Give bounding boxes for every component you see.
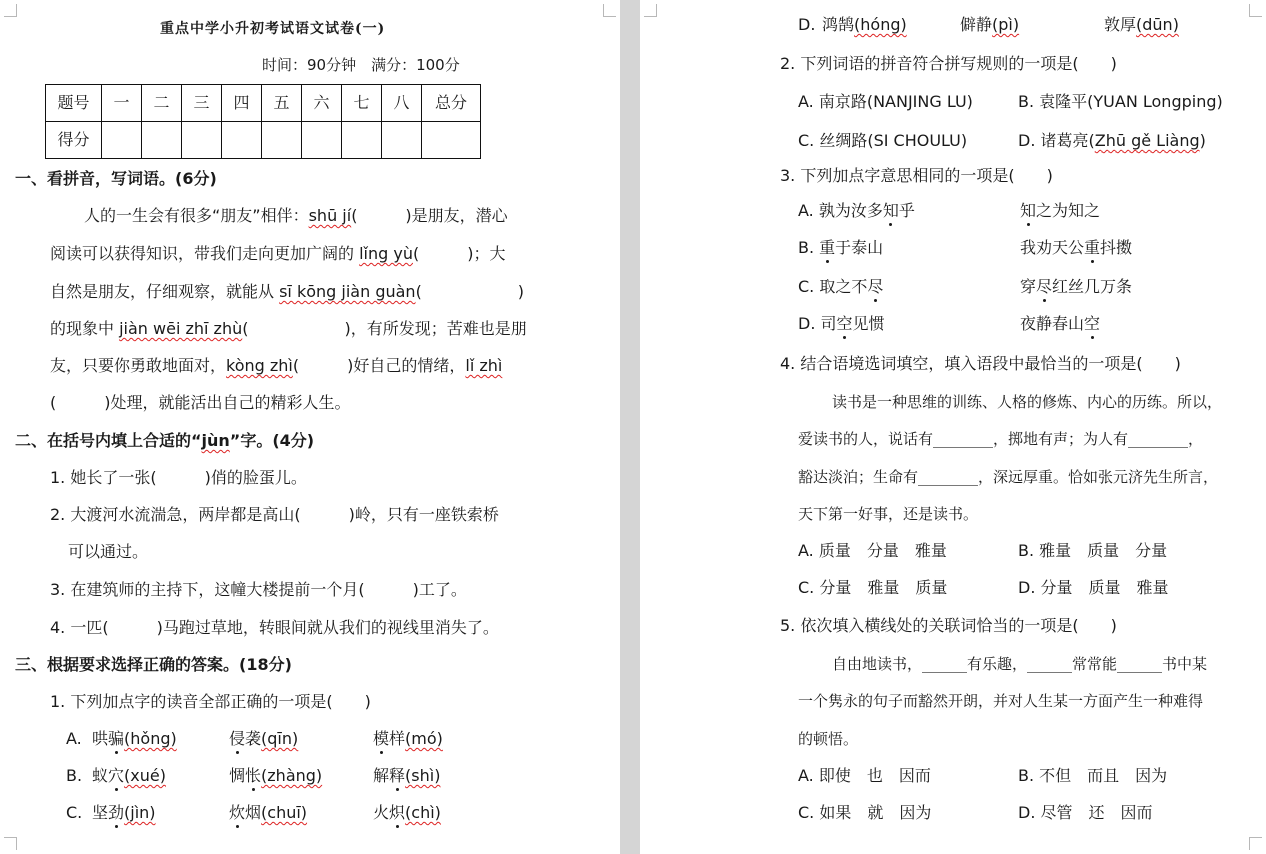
q3-option-d-right — [1020, 313, 1100, 335]
text: 烟 — [245, 803, 262, 822]
option-b-word-1 — [92, 765, 166, 787]
page-corner-mark — [4, 4, 17, 17]
text: 我劝天公 — [1020, 238, 1085, 257]
dotted-char: 模 — [373, 729, 390, 748]
page-corner-mark — [1249, 837, 1262, 850]
option-a-word-2 — [229, 728, 298, 750]
s1-line-1 — [84, 205, 508, 227]
dotted-char: 知 — [882, 201, 899, 220]
s1-line-3 — [50, 281, 524, 303]
q4-option-c: C. 分量 雅量 质量 — [798, 578, 948, 597]
pinyin: (dūn) — [1136, 15, 1179, 34]
text: 哄 — [92, 729, 109, 748]
q5-stem: 5. 依次填入横线处的关联词恰当的一项是( ) — [780, 616, 1117, 635]
text: 的现象中 — [50, 319, 120, 338]
exam-title: 重点中学小升初考试语文试卷(一) — [160, 21, 386, 37]
q4-passage-line-3: 豁达淡泊；生命有________，深远厚重。恰如张元济先生所言， — [798, 468, 1219, 486]
option-d-word-3 — [1104, 14, 1179, 36]
dotted-char: 重 — [819, 238, 836, 257]
text: ( )好自己的情绪， — [292, 356, 466, 375]
pinyin: shū jí — [308, 206, 352, 225]
s3-question-1: 1. 下列加点字的读音全部正确的一项是( ) — [50, 692, 371, 711]
q4-option-d: D. 分量 质量 雅量 — [1018, 578, 1169, 597]
text: 阅读可以获得知识，带我们走向更加广阔的 — [50, 244, 360, 263]
dotted-char: 劲 — [108, 803, 125, 822]
pinyin: (shì) — [405, 766, 441, 785]
q5-option-d: D. 尽管 还 因而 — [1018, 803, 1153, 822]
table-header-cell: 一 — [102, 85, 142, 122]
q5-passage-line-1: 自由地读书，______有乐趣，______常常能______书中某 — [832, 655, 1208, 673]
time-info: 时间：90分钟 满分：100分 — [262, 56, 460, 74]
text: 敦厚 — [1104, 15, 1137, 34]
pinyin: jùn — [201, 431, 230, 450]
q4-option-b: B. 雅量 质量 分量 — [1018, 541, 1168, 560]
text: 蚁 — [92, 766, 109, 785]
text: 惆 — [229, 766, 246, 785]
text: 友，只要你勇敢地面对， — [50, 356, 227, 375]
pinyin: (hóng) — [854, 15, 907, 34]
option-b-label: B. — [66, 766, 83, 785]
section-2-heading — [15, 430, 314, 452]
text: 解 — [373, 766, 390, 785]
page-gap — [620, 0, 640, 854]
option-a-word-3 — [373, 728, 443, 750]
q5-passage-line-3: 的顿悟。 — [798, 730, 859, 748]
text: 僻静 — [960, 15, 993, 34]
dotted-char: 尽 — [1036, 277, 1053, 296]
text: D. 司 — [798, 314, 837, 333]
dotted-char: 释 — [389, 766, 406, 785]
q2-option-a: A. 南京路(NANJING LU) — [798, 92, 973, 111]
dotted-char: 尽 — [867, 277, 884, 296]
text: 红丝几万条 — [1052, 277, 1133, 296]
dotted-char: 骗 — [108, 729, 125, 748]
option-c-label: C. — [66, 803, 83, 822]
pinyin: (mó) — [405, 729, 443, 748]
table-header-cell: 四 — [222, 85, 262, 122]
page-corner-mark — [603, 4, 616, 17]
q3-option-d-left — [798, 313, 885, 335]
dotted-char: 知 — [1020, 201, 1037, 220]
q3-option-a-left — [798, 200, 915, 222]
s2-question-3: 3. 在建筑师的主持下，这幢大楼提前一个月( )工了。 — [50, 580, 467, 599]
text: ( )；大 — [412, 244, 506, 263]
score-cell[interactable] — [342, 122, 382, 159]
q3-stem: 3. 下列加点字意思相同的一项是( ) — [780, 166, 1053, 185]
score-cell[interactable] — [182, 122, 222, 159]
score-table-header-row — [46, 85, 481, 122]
q5-passage-line-2: 一个隽永的句子而豁然开朗，并对人生某一方面产生一种难得 — [798, 692, 1204, 710]
table-header-cell: 七 — [342, 85, 382, 122]
pinyin: kòng zhì — [226, 356, 293, 375]
table-header-cell: 八 — [382, 85, 422, 122]
text: ( ) — [415, 282, 525, 301]
text: ( )，有所发现；苦难也是朋 — [242, 319, 527, 338]
page-corner-mark — [4, 837, 17, 850]
document-page-right — [640, 0, 1266, 854]
q4-stem: 4. 结合语境选词填空，填入语段中最恰当的一项是( ) — [780, 354, 1181, 373]
s2-question-2: 2. 大渡河水流湍急，两岸都是高山( )岭，只有一座铁索桥 — [50, 505, 499, 524]
q4-passage-line-2: 爱读书的人，说话有________，掷地有声；为人有________， — [798, 430, 1204, 448]
score-cell[interactable] — [102, 122, 142, 159]
text: 二、在括号内填上合适的“ — [15, 431, 202, 450]
page-corner-mark — [644, 4, 657, 17]
pinyin: jiàn wēi zhī zhù — [119, 319, 243, 338]
s1-line-6: ( )处理，就能活出自己的精彩人生。 — [50, 393, 351, 412]
score-cell[interactable] — [142, 122, 182, 159]
text: 人的一生会有很多“朋友”相伴： — [84, 206, 309, 225]
s2-question-4: 4. 一匹( )马跑过草地，转眼间就从我们的视线里消失了。 — [50, 618, 499, 637]
q3-option-a-right — [1020, 200, 1100, 222]
text: 火 — [373, 803, 390, 822]
q2-stem: 2. 下列词语的拼音符合拼写规则的一项是( ) — [780, 54, 1117, 73]
pinyin: Zhū gě Liàng — [1094, 131, 1200, 150]
dotted-char: 怅 — [245, 766, 262, 785]
text: ”字。(4分) — [229, 431, 315, 450]
score-cell[interactable] — [382, 122, 422, 159]
text: B. — [798, 238, 820, 257]
pinyin: (jìn) — [124, 803, 156, 822]
q5-option-a: A. 即使 也 因而 — [798, 766, 931, 785]
option-a-word-1 — [92, 728, 177, 750]
table-header-cell: 五 — [262, 85, 302, 122]
q4-passage-line-1: 读书是一种思维的训练、人格的修炼、内心的历练。所以， — [832, 393, 1223, 411]
option-c-word-1 — [92, 802, 156, 824]
option-b-word-2 — [229, 765, 322, 787]
text: ) — [1199, 131, 1206, 150]
document-page-left — [0, 0, 620, 854]
text: 自然是朋友，仔细观察，就能从 — [50, 282, 280, 301]
text: 鸿鹄 — [822, 15, 855, 34]
option-d-word-2 — [960, 14, 1019, 36]
s1-line-2 — [50, 243, 505, 265]
pinyin: (xué) — [124, 766, 166, 785]
option-c-word-3 — [373, 802, 441, 824]
text: A. 孰为汝多 — [798, 201, 883, 220]
dotted-char: 重 — [1084, 238, 1101, 257]
pinyin: lǐng yù — [359, 244, 413, 263]
pinyin: (zhàng) — [261, 766, 323, 785]
dotted-char: 空 — [836, 314, 853, 333]
s1-line-5 — [50, 355, 502, 377]
option-b-word-3 — [373, 765, 440, 787]
score-cell[interactable] — [422, 122, 481, 159]
score-table-score-row — [46, 122, 481, 159]
section-3-heading: 三、根据要求选择正确的答案。(18分) — [15, 655, 292, 674]
s2-question-2-cont: 可以通过。 — [68, 542, 149, 561]
pinyin: (chì) — [405, 803, 441, 822]
pinyin: lǐ zhì — [465, 356, 503, 375]
dotted-char: 炊 — [229, 803, 246, 822]
q4-option-a: A. 质量 分量 雅量 — [798, 541, 947, 560]
s2-question-1: 1. 她长了一张( )俏的脸蛋儿。 — [50, 468, 307, 487]
section-1-heading: 一、看拼音，写词语。(6分) — [15, 169, 217, 188]
text: D. 诸葛亮( — [1018, 131, 1095, 150]
table-row-label: 得分 — [46, 122, 102, 159]
pinyin: (qīn) — [261, 729, 299, 748]
text: 之为知之 — [1036, 201, 1101, 220]
dotted-char: 炽 — [389, 803, 406, 822]
text: 样 — [389, 729, 406, 748]
dotted-char: 侵 — [229, 729, 246, 748]
text: 坚 — [92, 803, 109, 822]
text: ( )是朋友，潜心 — [351, 206, 508, 225]
score-cell[interactable] — [222, 122, 262, 159]
option-a-label: A. — [66, 729, 82, 748]
page-corner-mark — [1249, 4, 1262, 17]
pinyin: (chuī) — [261, 803, 308, 822]
q5-option-b: B. 不但 而且 因为 — [1018, 766, 1168, 785]
pinyin: sī kōng jiàn guàn — [279, 282, 416, 301]
table-header-cell: 六 — [302, 85, 342, 122]
q3-option-b-right — [1020, 237, 1132, 259]
text: 袭 — [245, 729, 262, 748]
text: C. 取之不 — [798, 277, 868, 296]
text: 穿 — [1020, 277, 1037, 296]
q2-option-d — [1018, 130, 1206, 152]
q3-option-b-left — [798, 237, 883, 259]
score-table — [45, 84, 481, 159]
pinyin: (hǒng) — [124, 729, 177, 748]
q5-option-c: C. 如果 就 因为 — [798, 803, 932, 822]
score-cell[interactable] — [262, 122, 302, 159]
text: 乎 — [898, 201, 915, 220]
dotted-char: 空 — [1084, 314, 1101, 333]
q2-option-c: C. 丝绸路(SI CHOULU) — [798, 131, 968, 150]
text: 于泰山 — [835, 238, 884, 257]
score-cell[interactable] — [302, 122, 342, 159]
option-c-word-2 — [229, 802, 307, 824]
q4-passage-line-4: 天下第一好事，还是读书。 — [798, 505, 979, 523]
text: 见惯 — [852, 314, 885, 333]
pinyin: (pì) — [992, 15, 1020, 34]
text: 抖擞 — [1100, 238, 1133, 257]
table-header-cell: 总分 — [422, 85, 481, 122]
q2-option-b: B. 袁隆平(YUAN Longping) — [1018, 92, 1223, 111]
option-d-label: D. — [798, 15, 816, 34]
q3-option-c-left — [798, 276, 883, 298]
table-header-cell: 二 — [142, 85, 182, 122]
s1-line-4 — [50, 318, 527, 340]
text: 夜静春山 — [1020, 314, 1085, 333]
q3-option-c-right — [1020, 276, 1132, 298]
table-header-cell: 题号 — [46, 85, 102, 122]
dotted-char: 穴 — [108, 766, 125, 785]
option-d-word-1 — [822, 14, 907, 36]
table-header-cell: 三 — [182, 85, 222, 122]
